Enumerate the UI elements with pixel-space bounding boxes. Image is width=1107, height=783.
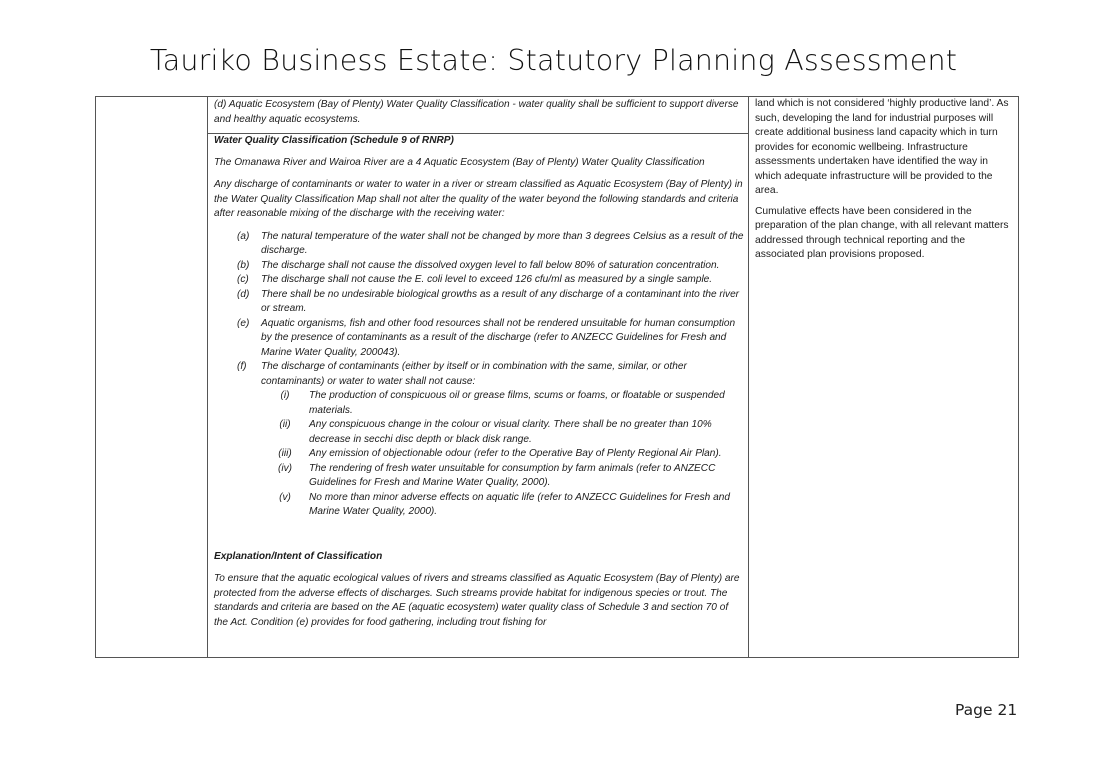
- sub-list-label: (v): [279, 491, 291, 503]
- sub-list-label: (iii): [278, 448, 292, 459]
- standards-list: [214, 230, 744, 520]
- list-item: [214, 360, 744, 389]
- sub-list-item: [214, 389, 744, 418]
- sub-list-item: [214, 491, 744, 520]
- sub-list-text: Any conspicuous change in the colour or visual clarity. There shall be no greater than 10% decrease in secchi disc depth or black disk range.: [309, 419, 712, 445]
- sub-list-label: (ii): [279, 419, 291, 430]
- list-item: [214, 230, 744, 259]
- list-label: (b): [237, 259, 250, 271]
- explanation-paragraph: To ensure that the aquatic ecological values of rivers and streams classified as Aquatic Ecosystem (Bay of Plenty) are protected from the adverse effects of discharges. Such streams provide habitat for indigenous species or trout. The standards and criteria are based on the AE (aquatic ecosystem) water quality class of Schedule 3 and section 70 of the Act. Condition (e) provides for food gathering, including trout fishing for: [214, 573, 740, 628]
- list-label: (e): [237, 317, 250, 329]
- list-text: The discharge shall not cause the E. coli level to exceed 126 cfu/ml as measured by a single sample.: [261, 274, 713, 285]
- sub-list-item: [214, 447, 744, 462]
- discharge-paragraph: Any discharge of contaminants or water to water in a river or stream classified as Aquatic Ecosystem (Bay of Plenty) in the Water Quality Classification Map shall not alter the quality of the water beyond the following standards and criteria after reasonable mixing of the discharge with the receiving water:: [214, 179, 743, 219]
- sub-list-item: [214, 462, 744, 491]
- sub-list-label: (i): [280, 390, 290, 401]
- list-text: Aquatic organisms, fish and other food resources shall not be rendered unsuitable for human consumption by the presence of contaminants as a result of the discharge (refer to ANZECC Guidelines for Fresh and Marine Water Quality, 200043).: [261, 317, 736, 358]
- list-text: The discharge of contaminants (either by itself or in combination with the same, similar, or other contaminants) or water to water shall not cause:: [261, 361, 687, 387]
- explanation-heading: Explanation/Intent of Classification: [214, 550, 383, 562]
- assessment-paragraph-1: land which is not considered ‘highly productive land’. As such, developing the land for industrial purposes will create additional business land capacity which in turn provides for economic wellbeing. Infrastructure assessments undertaken have identified the way in which adequate infrastructure will be provided to the area.: [755, 98, 1009, 196]
- list-label: (d): [237, 288, 250, 300]
- column-divider: [207, 97, 208, 657]
- list-label: (c): [237, 274, 249, 285]
- sub-list-label: (iv): [277, 462, 292, 474]
- sub-list-item: [214, 418, 744, 447]
- classification-paragraph: The Omanawa River and Wairoa River are a 4 Aquatic Ecosystem (Bay of Plenty) Water Quality Classification: [214, 156, 705, 168]
- page-title: Tauriko Business Estate: Statutory Planning Assessment: [149, 44, 958, 77]
- sub-list-text: Any emission of objectionable odour (refer to the Operative Bay of Plenty Regional Air Plan).: [309, 448, 722, 459]
- assessment-table: [95, 96, 1019, 658]
- sub-list-text: No more than minor adverse effects on aquatic life (refer to ANZECC Guidelines for Fresh and Marine Water Quality, 2000).: [309, 491, 730, 517]
- list-item: [214, 259, 744, 274]
- sub-list-text: The rendering of fresh water unsuitable for consumption by farm animals (refer to ANZECC Guidelines for Fresh and Marine Water Quality, 2000).: [309, 462, 716, 488]
- list-label: (f): [237, 361, 247, 372]
- list-item: [214, 317, 744, 361]
- list-item: [214, 288, 744, 317]
- column-divider: [748, 97, 749, 657]
- page-number: Page 21: [955, 701, 1018, 719]
- list-item: [214, 273, 744, 288]
- assessment-paragraph-2: Cumulative effects have been considered in the preparation of the plan change, with all relevant matters addressed through technical reporting and the associated plan provisions proposed.: [755, 205, 1009, 260]
- provisions-column: [214, 97, 744, 630]
- list-text: The natural temperature of the water shall not be changed by more than 3 degrees Celsius as a result of the discharge.: [261, 230, 744, 256]
- list-text: There shall be no undesirable biological growths as a result of any discharge of a contaminant into the river or stream.: [261, 288, 740, 314]
- aquatic-ecosystem-item: (d) Aquatic Ecosystem (Bay of Plenty) Water Quality Classification - water quality shall be sufficient to support diverse and healthy aquatic ecosystems.: [214, 99, 739, 125]
- assessment-column: [755, 97, 1013, 263]
- list-text: The discharge shall not cause the dissolved oxygen level to fall below 80% of saturation concentration.: [261, 259, 720, 271]
- list-label: (a): [237, 230, 250, 242]
- sub-list-text: The production of conspicuous oil or grease films, scums or foams, or floatable or suspended materials.: [309, 390, 725, 416]
- wqc-heading: Water Quality Classification (Schedule 9 of RNRP): [214, 135, 454, 146]
